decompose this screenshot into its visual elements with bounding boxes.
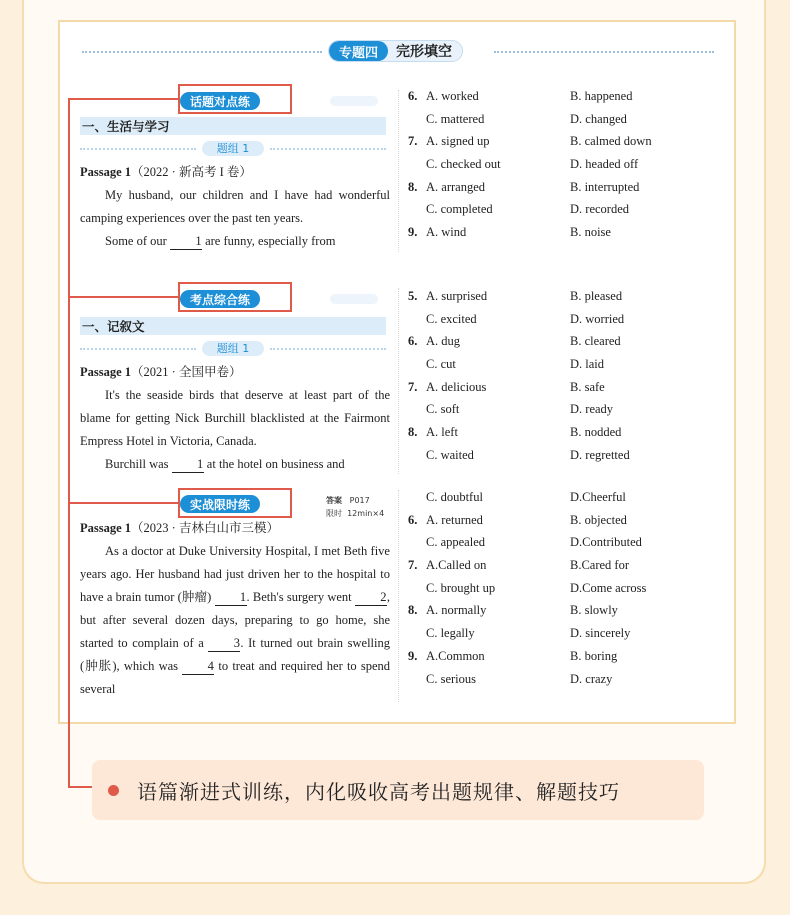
options-list <box>408 89 728 248</box>
passage-text <box>80 161 390 253</box>
column-divider <box>398 288 399 474</box>
column-divider <box>398 490 399 702</box>
option-row: 6. A. worked B. happened <box>408 89 633 103</box>
option-row: 7. A. signed up B. calmed down <box>408 134 652 149</box>
option-row: C. checked out D. headed off <box>426 157 639 172</box>
header-dots-left <box>82 51 322 55</box>
option-row: C. waited D. regretted <box>426 447 630 462</box>
answer-blank[interactable]: 4 <box>182 658 214 675</box>
section-subtitle: 一、记叙文 <box>80 317 386 335</box>
time-label: 限时 <box>326 509 342 518</box>
connector-line <box>68 98 70 788</box>
option-row: 8. A. left B. nodded <box>408 425 622 440</box>
option-row: C. soft D. ready <box>426 402 614 417</box>
page-header <box>60 40 734 64</box>
passage-line-b: at the hotel on business and <box>206 457 345 471</box>
option-row: C. brought up D.Come across <box>426 580 647 595</box>
answer-label: 答案 <box>326 496 342 505</box>
passage-label: Passage 1 <box>80 165 132 179</box>
section-label: 话题对点练 <box>180 92 260 110</box>
passage-line-a: Burchill was <box>105 457 169 471</box>
option-row: C. cut D. laid <box>426 357 605 372</box>
highlight-box <box>178 84 292 114</box>
option-row: 6. A. returned B. objected <box>408 512 627 527</box>
passage-source: （2022 · 新高考 I 卷） <box>131 165 252 179</box>
group-header <box>80 141 386 157</box>
option-row: 7. A.Called on B.Cared for <box>408 558 630 573</box>
option-row: 9. A. wind B. noise <box>408 225 611 240</box>
option-row: C. mattered D. changed <box>426 111 627 126</box>
answer-blank[interactable]: 3 <box>208 635 240 652</box>
highlight-box <box>178 488 292 518</box>
option-row: C. doubtful D.Cheerful <box>426 490 626 504</box>
passage-line: It's the seaside birds that deserve at least part of the blame for getting Nick Burchill blacklisted at the Fairmont Empress Hotel in Victoria, Canada. <box>80 388 390 448</box>
answer-blank[interactable]: 1 <box>172 456 204 473</box>
option-row: 6. A. dug B. cleared <box>408 334 621 349</box>
option-row: C. excited D. worried <box>426 311 625 326</box>
highlight-box <box>178 282 292 312</box>
group-header <box>80 341 386 357</box>
faint-note <box>330 96 378 106</box>
passage-label: Passage 1 <box>80 365 132 379</box>
passage-source: （2023 · 吉林白山市三模） <box>131 521 279 535</box>
passage-text <box>80 361 390 476</box>
group-label: 题组 1 <box>202 141 264 156</box>
book-page <box>58 20 736 724</box>
section-label: 考点综合练 <box>180 290 260 308</box>
connector-branch <box>68 98 178 100</box>
option-row: C. completed D. recorded <box>426 202 629 217</box>
caption-banner <box>92 760 704 820</box>
connector-branch <box>68 296 178 298</box>
header-dots-right <box>494 51 714 55</box>
passage-line-a: Some of our <box>105 234 167 248</box>
bullet-dot-icon <box>108 785 119 796</box>
caption-text: 语篇渐进式训练，内化吸收高考出题规律、解题技巧 <box>137 779 620 804</box>
time-value: 12min×4 <box>347 509 385 518</box>
section-subtitle: 一、生活与学习 <box>80 117 386 135</box>
option-row: 9. A.Common B. boring <box>408 648 618 663</box>
passage-label: Passage 1 <box>80 521 132 535</box>
answer-blank[interactable]: 1 <box>215 589 247 606</box>
passage-text: Passage 1（2023 · 吉林白山市三模） As a doctor at Duke University Hospital, I met Beth five years ago. Her husband had just driven her to the hospital to have a brain tumor (肿瘤) 1. Beth's surgery went 2, but after several dozen days, preparing to go home, she started to complain of a 3. It turned out brain swelling (肿胀), which was 4 to treat and required her to spend several <box>80 521 391 696</box>
group-label: 题组 1 <box>202 341 264 356</box>
option-row: C. appealed D.Contributed <box>426 535 642 550</box>
passage-line: My husband, our children and I have had wonderful camping experiences over the past ten years. <box>80 188 390 225</box>
option-row: 8. A. normally B. slowly <box>408 603 618 618</box>
column-divider <box>398 90 399 252</box>
section-label: 实战限时练 <box>180 495 260 513</box>
answer-blank[interactable]: 1 <box>170 233 202 250</box>
option-row: 7. A. delicious B. safe <box>408 379 605 394</box>
options-list <box>408 490 728 694</box>
connector-branch <box>68 502 178 504</box>
topic-number: 专题四 <box>329 41 388 61</box>
option-row: C. legally D. sincerely <box>426 626 631 641</box>
options-list <box>408 289 728 471</box>
passage-line-b: are funny, especially from <box>205 234 336 248</box>
option-row: 5. A. surprised B. pleased <box>408 289 623 303</box>
passage-source: （2021 · 全国甲卷） <box>131 365 242 379</box>
faint-note <box>330 294 378 304</box>
option-row: 8. A. arranged B. interrupted <box>408 179 640 194</box>
topic-title: 完形填空 <box>396 44 453 60</box>
topic-tag <box>328 40 463 62</box>
option-row: C. serious D. crazy <box>426 671 613 686</box>
answer-blank[interactable]: 2 <box>355 589 387 606</box>
answer-page: P017 <box>349 496 370 505</box>
